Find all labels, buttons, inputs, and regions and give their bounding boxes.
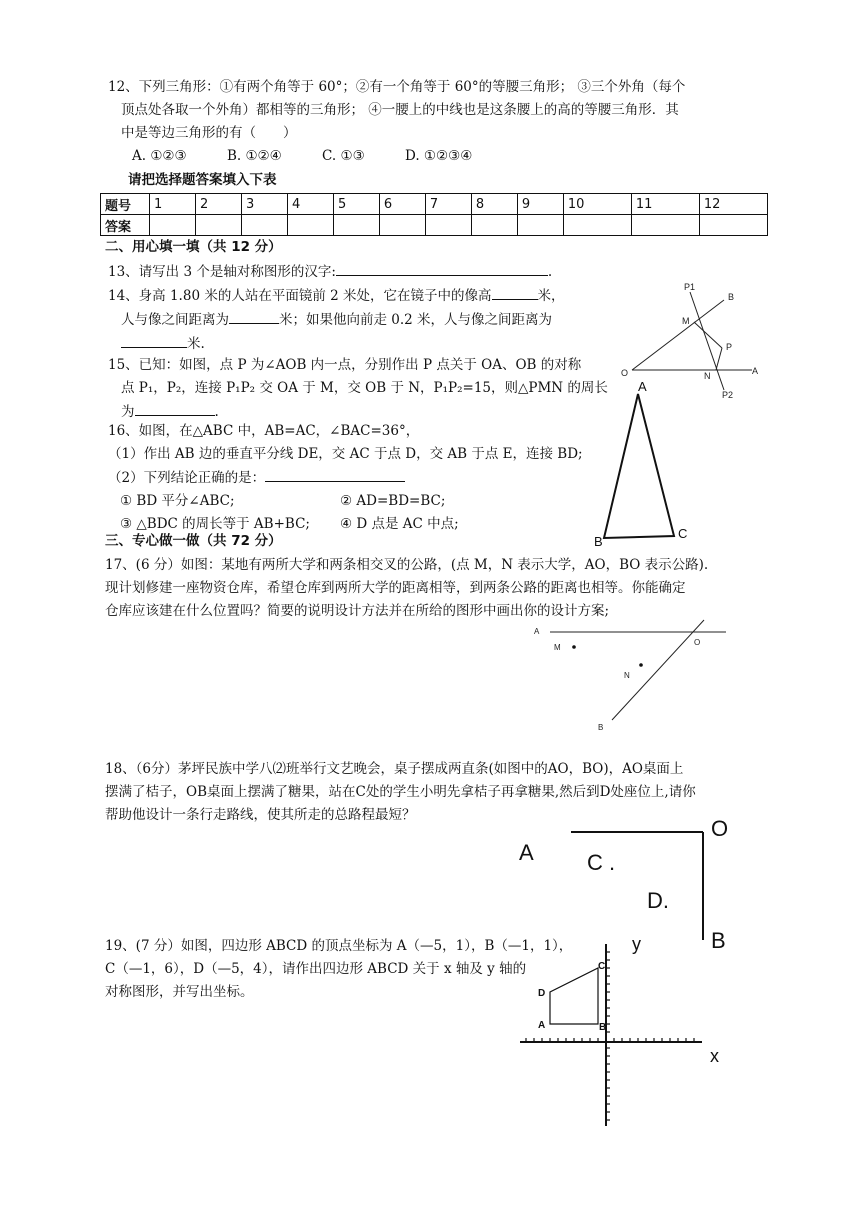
q14-blank-1[interactable] [492,284,538,300]
label-a: A [519,840,534,865]
answer-cell[interactable] [150,215,196,236]
label-m: M [682,316,690,326]
q14-blank-2[interactable] [229,308,279,324]
q15-line3: 为 [121,404,135,420]
question-number-cell: 9 [517,194,563,215]
answer-table-answer-label: 答案 [101,215,150,236]
segment-pn [716,348,722,370]
answer-table-header-label: 题号 [101,194,150,215]
q14-blank-3[interactable] [121,332,187,348]
section-3-title: 三、专心做一做（共 72 分） [105,533,282,549]
answer-cell[interactable] [517,215,563,236]
label-a: A [534,627,540,636]
label-o: O [711,816,729,841]
q16-conclusion-2: ② AD=BD=BC; [340,493,446,509]
q16-line3: （2）下列结论正确的是： [108,470,266,486]
figure-16 [590,380,700,550]
label-b: B [599,1022,607,1033]
answer-cell[interactable] [333,215,379,236]
label-c: C [598,961,606,972]
q12-line2: 顶点处各取一个外角）都相等的三角形； ④一腰上的中线也是这条腰上的高的等腰三角形．其 [121,102,679,118]
figure-17 [528,618,738,736]
point-n [639,663,643,667]
axis-ticks [526,952,694,1120]
q18-line2: 摆满了桔子，OB桌面上摆满了糖果，站在C处的学生小明先拿桔子再拿糖果,然后到D处座位上,请你 [105,784,696,800]
label-p2: P2 [722,390,734,400]
label-c: C [678,526,688,541]
q19-line1: 19、(7 分）如图，四边形 ABCD 的顶点坐标为 A（—5，1），B（—1，1）， [105,938,573,954]
answer-cell[interactable] [631,215,699,236]
answer-cell[interactable] [563,215,631,236]
q16-line1: 16、如图，在△ABC 中，AB=AC，∠BAC=36°， [108,423,420,439]
answer-table-header-row [101,194,768,215]
question-number-cell: 10 [563,194,631,215]
q19-line2: C（—1，6），D（—5，4），请作出四边形 ABCD 关于 x 轴及 y 轴的 [105,961,527,977]
label-b: B [728,292,735,302]
label-m: M [554,643,561,652]
q17-line1: 17、(6 分）如图：某地有两所大学和两条相交叉的公路，(点 M，N 表示大学，AO，BO 表示公路). [105,557,709,573]
question-number-cell: 1 [150,194,196,215]
question-12 [108,76,685,168]
q12-line3: 中是等边三角形的有（ ） [121,125,297,141]
q14-line2: 人与像之间距离为 [121,312,229,328]
question-number-cell: 5 [333,194,379,215]
question-13 [108,260,552,284]
question-number-cell: 8 [471,194,517,215]
label-x: x [710,1046,719,1066]
label-p1: P1 [684,282,696,292]
answer-table-answer-row [101,215,768,236]
q14-line3-end: 米. [187,336,205,352]
q16-conclusion-3: ③ △BDC 的周长等于 AB+BC; [120,516,310,532]
figure-19 [512,930,742,1130]
answer-cell[interactable] [425,215,471,236]
answer-cell[interactable] [287,215,333,236]
answer-cell[interactable] [471,215,517,236]
question-19 [105,935,572,1004]
q12-line1: 12、下列三角形：①有两个角等于 60°；②有一个角等于 60°的等腰三角形； ③三个外角（每个 [108,79,686,95]
answer-cell[interactable] [241,215,287,236]
q16-line2: （1）作出 AB 边的垂直平分线 DE，交 AC 于点 D，交 AB 于点 E，连接 BD; [108,446,583,462]
label-o: O [694,638,701,647]
question-14 [108,284,565,356]
question-number-cell: 12 [699,194,767,215]
question-16 [108,420,583,536]
answer-table [100,193,768,236]
q12-option-a[interactable]: A. ①②③ [132,148,187,164]
q16-answer-blank[interactable] [265,466,405,482]
question-number-cell: 11 [631,194,699,215]
point-m [572,645,576,649]
label-o: O [621,368,629,378]
q13-text: 13、请写出 3 个是轴对称图形的汉字: [108,264,336,280]
q13-answer-blank[interactable] [336,260,548,276]
question-number-cell: 6 [379,194,425,215]
label-p: P [726,342,733,352]
triangle-abc [604,394,674,538]
q12-option-d[interactable]: D. ①②③④ [404,148,473,164]
question-number-cell: 2 [195,194,241,215]
answer-table-instruction: 请把选择题答案填入下表 [128,172,277,188]
road-bo [612,620,704,720]
label-a: A [638,379,647,394]
ray-ob [632,300,724,370]
question-number-cell: 3 [241,194,287,215]
label-y: y [632,934,641,954]
label-b: B [711,928,726,953]
label-a: A [752,366,759,376]
question-17 [105,554,708,623]
q14-line1: 14、身高 1.80 米的人站在平面镜前 2 米处，它在镜子中的像高 [108,288,492,304]
q14-line2-end: 米；如果他向前走 0.2 米，人与像之间距离为 [279,312,553,328]
q12-option-c[interactable]: C. ①③ [322,148,365,164]
question-number-cell: 7 [425,194,471,215]
q19-line3: 对称图形，并写出坐标。 [105,984,254,1000]
label-d: D [538,988,546,999]
label-n: N [704,371,711,381]
answer-cell[interactable] [379,215,425,236]
q12-option-b[interactable]: B. ①②④ [226,148,282,164]
question-number-cell: 4 [287,194,333,215]
q17-line2: 现计划修建一座物资仓库，希望仓库到两所大学的距离相等，到两条公路的距离也相等。你能确定 [105,580,686,596]
q15-line2: 点 P₁，P₂，连接 P₁P₂ 交 OA 于 M，交 OB 于 N，P₁P₂=15，则△PMN 的周长 [121,380,608,396]
label-c: C . [587,850,616,875]
question-15 [108,354,608,424]
answer-cell[interactable] [699,215,767,236]
quadrilateral-abcd [550,968,598,1024]
label-b: B [598,723,604,732]
q17-line3: 仓库应该建在什么位置吗？简要的说明设计方法并在所给的图形中画出你的设计方案; [105,603,610,619]
answer-cell[interactable] [195,215,241,236]
q15-answer-blank[interactable] [135,400,215,416]
label-b: B [594,534,603,549]
q15-line1: 15、已知：如图，点 P 为∠AOB 内一点，分别作出 P 点关于 OA、OB 的对称 [108,357,582,373]
q14-line1-end: 米， [537,288,565,304]
q18-line1: 18、（6分）茅坪民族中学八⑵班举行文艺晚会，桌子摆成两直条(如图中的AO，BO)，AO桌面上 [105,761,684,777]
label-a: A [538,1020,546,1031]
label-n: N [624,671,630,680]
q18-line3: 帮助他设计一条行走路线，使其所走的总路程最短？ [105,807,416,823]
label-d: D. [647,888,669,913]
section-2-title: 二、用心填一填（共 12 分） [105,239,282,255]
q13-end: . [547,264,553,280]
q12-options [108,145,685,168]
q15-line3-end: . [214,404,219,420]
q16-conclusion-4: ④ D 点是 AC 中点; [340,516,459,532]
q16-conclusion-1: ① BD 平分∠ABC; [120,493,235,509]
